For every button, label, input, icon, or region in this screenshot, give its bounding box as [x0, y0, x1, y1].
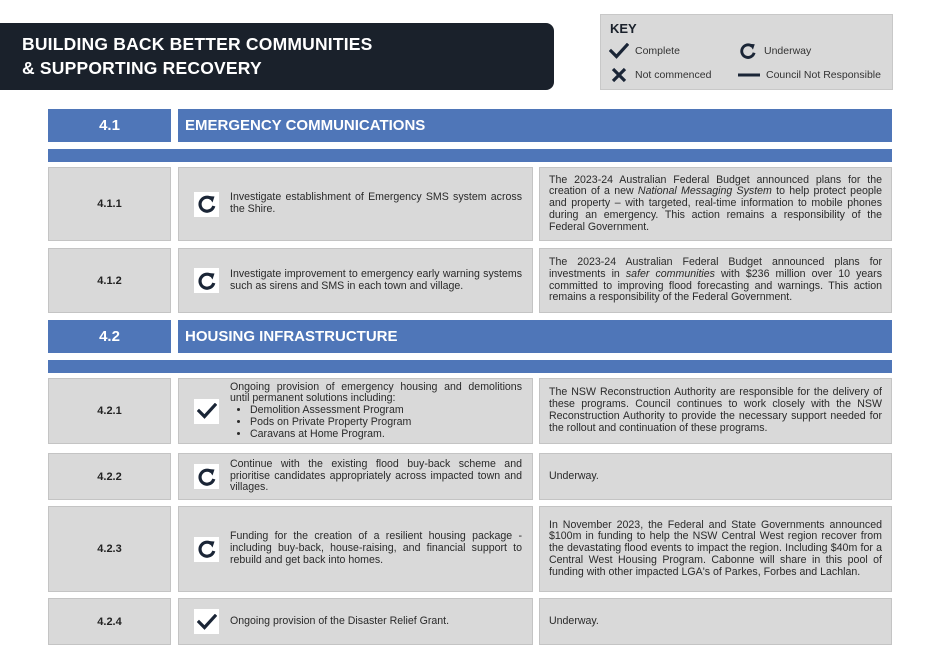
underway-icon [194, 268, 219, 293]
page-title-line-1: BUILDING BACK BETTER COMMUNITIES [22, 34, 373, 54]
item-action-cell [178, 598, 533, 645]
key-label-not-commenced: Not commenced [635, 69, 712, 81]
item-status-cell [539, 378, 892, 444]
item-action-cell [178, 506, 533, 592]
item-status-text: The NSW Reconstruction Authority are responsible for the delivery of these programs. Council continues to work closely with the NSW Reconstruction Authority to provide the necessary support needed for the rollout and continuation of these programs. [549, 386, 882, 434]
key-item-underway [738, 41, 811, 61]
key-item-council-not-responsible [738, 65, 881, 85]
item-status-text: Underway. [549, 469, 599, 482]
item-id: 4.1.1 [48, 167, 171, 241]
item-action-text: Continue with the existing flood buy-back scheme and prioritise candidates appropriately across impacted town and villages. [230, 457, 522, 494]
list-item: • Pods on Private Property Program [250, 417, 522, 429]
underway-icon [194, 537, 219, 562]
dash-icon [738, 65, 760, 85]
complete-icon [194, 609, 219, 634]
item-status-text: The 2023-24 Australian Federal Budget announced plans for investments in safer communities with $236 million over 10 years committed to improving flood forecasting and warnings. This action remains a responsibility of the Federal Government. [549, 255, 882, 304]
underway-icon [194, 464, 219, 489]
underway-icon [194, 192, 219, 217]
cross-icon [609, 65, 629, 85]
item-id: 4.2.1 [48, 378, 171, 444]
item-action-text: Investigate establishment of Emergency SMS system across the Shire. [230, 191, 522, 215]
list-item: • Demolition Assessment Program [250, 405, 522, 417]
section-number: 4.1 [48, 109, 171, 142]
page-title-banner [0, 23, 554, 90]
item-action-bullets [230, 405, 522, 440]
key-label-complete: Complete [635, 45, 680, 57]
item-action-text: Ongoing provision of the Disaster Relief Grant. [230, 614, 450, 627]
key-label-underway: Underway [764, 45, 812, 57]
item-id: 4.2.2 [48, 453, 171, 500]
item-status-text: In November 2023, the Federal and State Governments announced $100m in funding to help the NSW Central West region recover from the devastating flood events to impact the region. Including $40m for a Central West Housing Program. Cabonne will share in this pool of funding with other impacted LGA's of Parkes, Forbes and Lachlan. [549, 518, 882, 578]
item-status-cell [539, 167, 892, 241]
item-action-cell [178, 378, 533, 444]
section-title: EMERGENCY COMMUNICATIONS [178, 109, 892, 142]
section-number: 4.2 [48, 320, 171, 353]
section-divider-bar [48, 149, 892, 162]
key-item-complete [609, 41, 680, 61]
section-divider-bar [48, 360, 892, 373]
status-key [600, 14, 893, 90]
item-status-cell [539, 248, 892, 313]
item-status-text: Underway. [549, 614, 599, 627]
item-id: 4.2.4 [48, 598, 171, 645]
item-status-cell [539, 453, 892, 500]
section-title: HOUSING INFRASTRUCTURE [178, 320, 892, 353]
complete-icon [194, 399, 219, 424]
item-status-cell [539, 506, 892, 592]
key-label-council-not-responsible: Council Not Responsible [766, 69, 881, 81]
item-action-cell [178, 167, 533, 241]
key-item-not-commenced [609, 65, 711, 85]
item-action-text: Funding for the creation of a resilient housing package - including buy-back, house-raising, and financial support to rebuild and get back into homes. [230, 530, 522, 566]
item-status-cell [539, 598, 892, 645]
item-action-cell [178, 453, 533, 500]
item-action-text: Ongoing provision of emergency housing and demolitions until permanent solutions including: • Demolition Assessment Program • Pods on Private Property Program • Caravans at Home Program. [230, 382, 532, 441]
emphasis-text: National Messaging System [637, 185, 772, 198]
item-id: 4.2.3 [48, 506, 171, 592]
item-action-text: Investigate improvement to emergency early warning systems such as sirens and SMS in each town and village. [230, 267, 522, 292]
item-status-text: The 2023-24 Australian Federal Budget announced plans for the creation of a new National Messaging System to help protect people and property – with targeted, real-time information to mobile phones during an emergency. This action remains a responsibility of the Federal Government. [549, 173, 882, 233]
underway-icon [738, 41, 758, 61]
page-title-line-2: & SUPPORTING RECOVERY [22, 58, 262, 78]
emphasis-text: safer communities [625, 267, 715, 280]
item-id: 4.1.2 [48, 248, 171, 313]
list-item: • Caravans at Home Program. [250, 429, 522, 441]
key-title: KEY [610, 21, 637, 36]
item-action-cell [178, 248, 533, 313]
complete-icon [609, 41, 629, 61]
